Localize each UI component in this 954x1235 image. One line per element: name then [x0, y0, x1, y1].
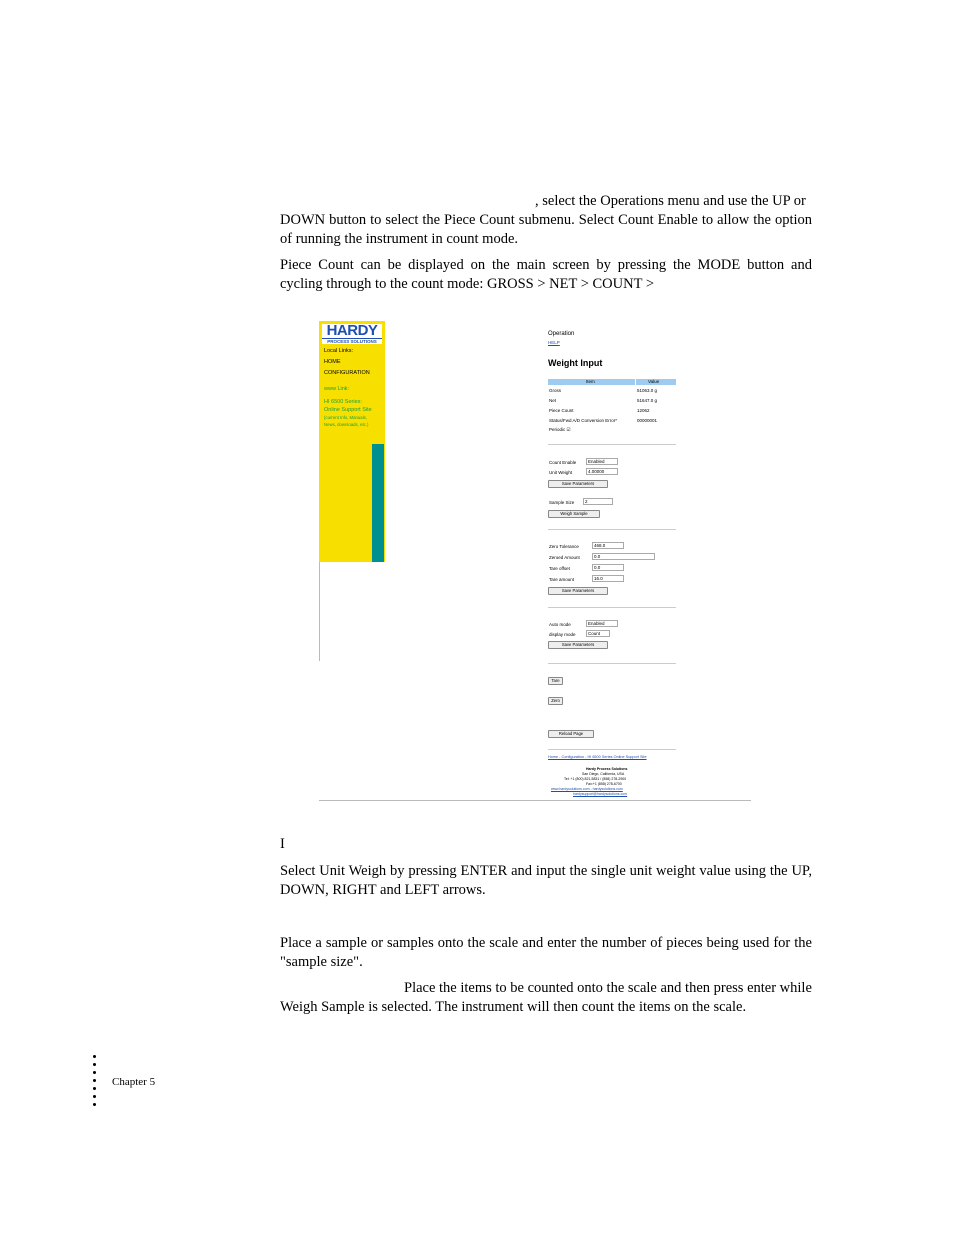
- configuration-link[interactable]: CONFIGURATION: [324, 370, 370, 376]
- series-link[interactable]: HI 6500 Series:: [324, 399, 362, 405]
- weigh-sample-button[interactable]: Weigh Sample: [548, 510, 600, 518]
- sample-size-input[interactable]: 2: [583, 498, 613, 505]
- count-enable-select[interactable]: Enabled: [586, 458, 618, 465]
- paragraph-4: Place a sample or samples onto the scale and enter the number of pieces being used for the "sample size".: [280, 935, 812, 970]
- company-name: Hardy Process Solutions: [586, 767, 628, 771]
- auto-mode-select[interactable]: Enabled: [586, 620, 618, 627]
- company-address: San Diego, California, USA: [582, 772, 625, 776]
- reload-page-button[interactable]: Reload Page: [548, 730, 594, 738]
- local-links-label: Local Links:: [324, 348, 354, 354]
- teal-bar: [372, 444, 384, 562]
- support-sub-1: (current Info, Manuals,: [324, 415, 367, 420]
- paragraph-2: Piece Count can be displayed on the main screen by pressing the MODE button and cycling through to the count mode: GROSS > NET > COUNT >: [280, 257, 812, 292]
- zeroed-amount-label: Zeroed Amount: [549, 555, 580, 560]
- display-mode-select[interactable]: Count: [586, 630, 610, 637]
- home-link[interactable]: HOME: [324, 359, 341, 365]
- paragraph-5-line-2: Weigh Sample is selected. The instrument will then count the items on the scale.: [280, 999, 747, 1015]
- tare-amount-label: Tare amount: [549, 577, 575, 582]
- tare-offset-input[interactable]: 0.0: [592, 564, 624, 571]
- lone-letter: I: [280, 836, 285, 852]
- company-fax: Fax:+1 (858) 278-6700: [586, 782, 622, 786]
- save-parameters-button[interactable]: Save Parameters: [548, 480, 608, 488]
- section-title: Operation: [548, 331, 575, 337]
- row-item: Gross: [549, 388, 562, 393]
- zero-button[interactable]: Zero: [548, 697, 563, 705]
- zero-tolerance-label: Zero Tolerance: [549, 544, 579, 549]
- sidebar: [319, 321, 385, 562]
- row-value: 51647.0 g: [637, 398, 658, 403]
- auto-mode-label: Auto mode: [549, 622, 571, 627]
- display-mode-label: display mode: [549, 632, 576, 637]
- unit-weight-input[interactable]: 4.00000: [586, 468, 618, 475]
- hardy-logo: HARDY PROCESS SOLUTIONS: [322, 324, 382, 344]
- tare-offset-label: Tare offset: [549, 566, 570, 571]
- weight-input-title: Weight Input: [548, 358, 603, 368]
- company-web[interactable]: www.hardysolutions.com - hardysolutions.com: [551, 787, 623, 791]
- sample-size-label: Sample Size: [549, 500, 575, 505]
- periodic-checkbox[interactable]: Periodic ☑: [549, 427, 571, 432]
- company-email[interactable]: hardysupport@hardysolutions.com: [573, 792, 628, 796]
- unit-weight-label: Unit Weight: [549, 470, 573, 475]
- row-item: Status/Fwd A/D Conversion Error*: [549, 418, 618, 423]
- tare-amount-input[interactable]: 16.0: [592, 575, 624, 582]
- row-value: 51063.0 g: [637, 388, 658, 393]
- footer-links[interactable]: Home - Configuration - HI 6500 Series Online Support Site: [548, 755, 647, 759]
- paragraph-1-rest: DOWN button to select the Piece Count submenu. Select Count Enable to allow the option of running the instrument in count mode.: [280, 212, 812, 247]
- web-interface-screenshot: [319, 321, 751, 801]
- tare-button[interactable]: Tare: [548, 677, 563, 685]
- row-item: Net: [549, 398, 557, 403]
- paragraph-1-line-1: , select the Operations menu and use the UP or: [535, 193, 806, 209]
- row-item: Piece Count: [549, 408, 574, 413]
- save-parameters-button-2[interactable]: Save Parameters: [548, 587, 608, 595]
- row-value: 00000001: [637, 418, 658, 423]
- chapter-dots: [93, 1055, 97, 1111]
- www-link-label: www Link:: [324, 386, 350, 392]
- help-link[interactable]: HELP: [548, 340, 560, 345]
- support-sub-2: News, downloads, etc.): [324, 422, 369, 427]
- row-value: 12062: [637, 408, 650, 413]
- zero-tolerance-input[interactable]: 468.0: [592, 542, 624, 549]
- chapter-label: Chapter 5: [112, 1076, 156, 1088]
- save-parameters-button-3[interactable]: Save Parameters: [548, 641, 608, 649]
- col-value-label: Value: [648, 379, 660, 384]
- paragraph-3: Select Unit Weigh by pressing ENTER and input the single unit weight value using the UP, DOWN, RIGHT and LEFT arrows.: [280, 863, 812, 898]
- paragraph-5-line-1: Place the items to be counted onto the scale and then press enter while: [404, 980, 812, 996]
- col-item-label: Item: [586, 379, 595, 384]
- company-tel: Tel: +1 (800) 821-5831 / (858) 278-2900: [564, 777, 627, 781]
- count-enable-label: Count Enable: [549, 460, 577, 465]
- zeroed-amount-input[interactable]: 0.0: [592, 553, 655, 560]
- support-link[interactable]: Online Support Site: [324, 407, 372, 413]
